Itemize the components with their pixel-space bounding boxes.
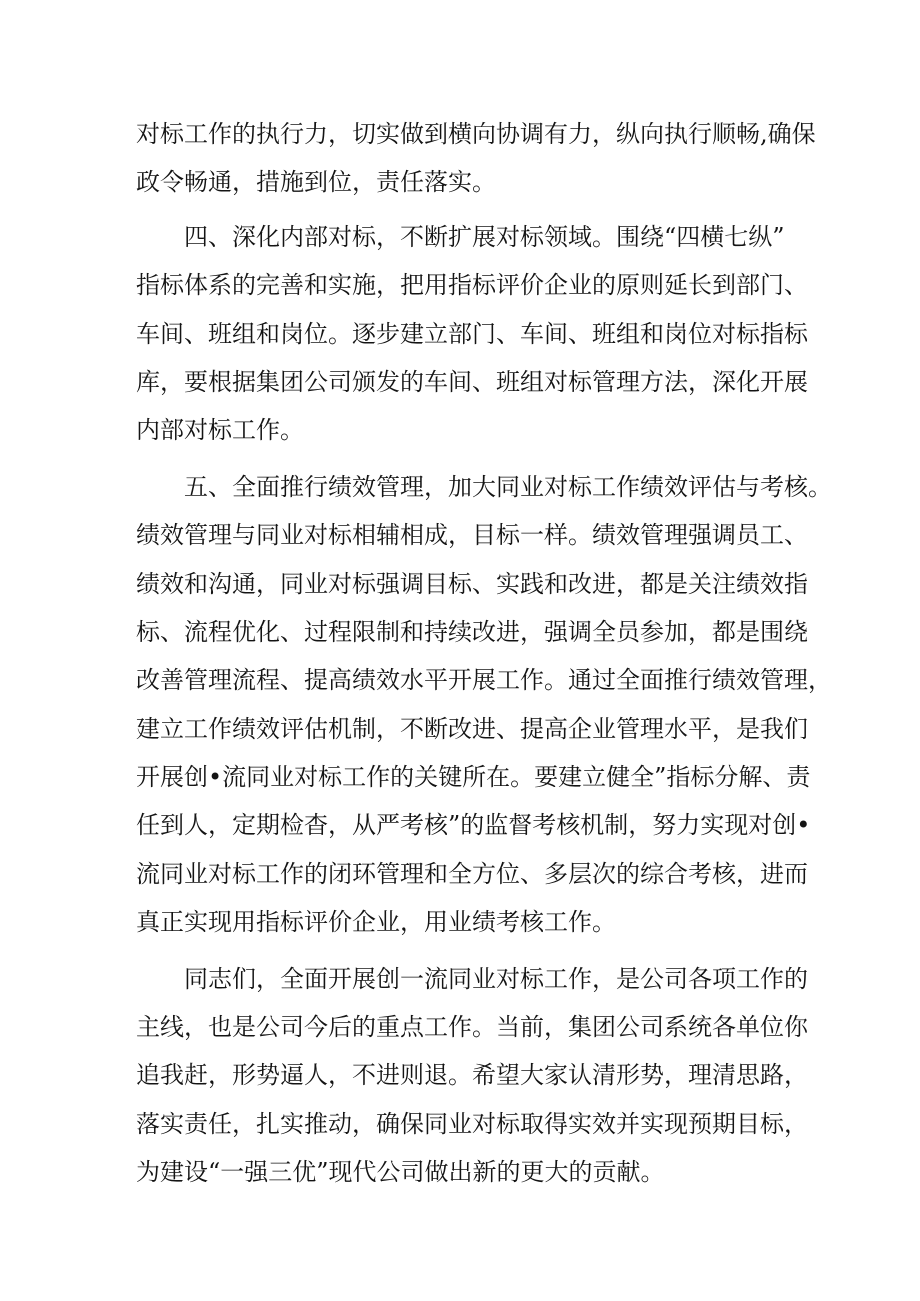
paragraph-section-4 xyxy=(136,213,816,455)
text-line: 主线，也是公司今后的重点工作。当前，集团公司系统各单位你 xyxy=(136,1013,808,1042)
text-line: 库，要根据集团公司颁发的车间、班组对标管理方法，深化开展 xyxy=(136,367,808,396)
text-line: 落实责任，扎实推动，确保同业对标取得实效并实现预期目标， xyxy=(136,1109,808,1138)
text-line: 为建设“一强三优”现代公司做出新的更大的贡献。 xyxy=(136,1158,665,1187)
text-line: 绩效管理与同业对标相辅相成，目标一样。绩效管理强调员工、 xyxy=(136,521,808,550)
text-line: 政令畅通，措施到位，责任落实。 xyxy=(136,168,496,197)
text-line: 真正实现用指标评价企业，用业绩考核工作。 xyxy=(136,908,616,937)
paragraph-1-continuation xyxy=(136,110,816,207)
text-line: 指标体系的完善和实施，把用指标评价企业的原则延长到部门、 xyxy=(136,271,808,300)
text-line: 对标工作的执行力，切实做到横向协调有力，纵向执行顺畅,确保 xyxy=(136,120,816,148)
text-line: 开展创•流同业对标工作的关键所在。要建立健全”指标分解、责 xyxy=(136,763,811,792)
text-line: 内部对标工作。 xyxy=(136,416,304,445)
text-line: 同志们，全面开展创一流同业对标工作，是公司各项工作的 xyxy=(184,964,808,993)
text-line: 五、全面推行绩效管理，加大同业对标工作绩效评估与考核。 xyxy=(184,472,832,501)
document-body xyxy=(136,110,832,1197)
text-line: 建立工作绩效评估机制，不断改进、提高企业管理水平，是我们 xyxy=(136,714,808,743)
text-line: 追我赶，形势逼人，不进则退。希望大家认清形势，理清思路， xyxy=(136,1061,808,1090)
text-line: 流同业对标工作的闭环管理和全方位、多层次的综合考核，进而 xyxy=(136,859,808,888)
paragraph-closing xyxy=(136,955,816,1197)
text-line: 改善管理流程、提高绩效水平开展工作。通过全面推行绩效管理， xyxy=(136,666,832,695)
text-line: 车间、班组和岗位。逐步建立部门、车间、班组和岗位对标指标 xyxy=(136,319,808,348)
text-line: 标、流程优化、过程限制和持续改进，强调全员参加，都是围绕 xyxy=(136,617,808,646)
text-line: 任到人，定期检杳，从严考核”的监督考核机制，努力实现对创• xyxy=(136,811,811,840)
paragraph-section-5 xyxy=(136,463,832,947)
text-line: 绩效和沟通，同业对标强调目标、实践和改进，都是关注绩效指 xyxy=(136,569,808,598)
text-line: 四、深化内部对标，不断扩展对标领域。围绕“四横七纵” xyxy=(184,222,785,251)
